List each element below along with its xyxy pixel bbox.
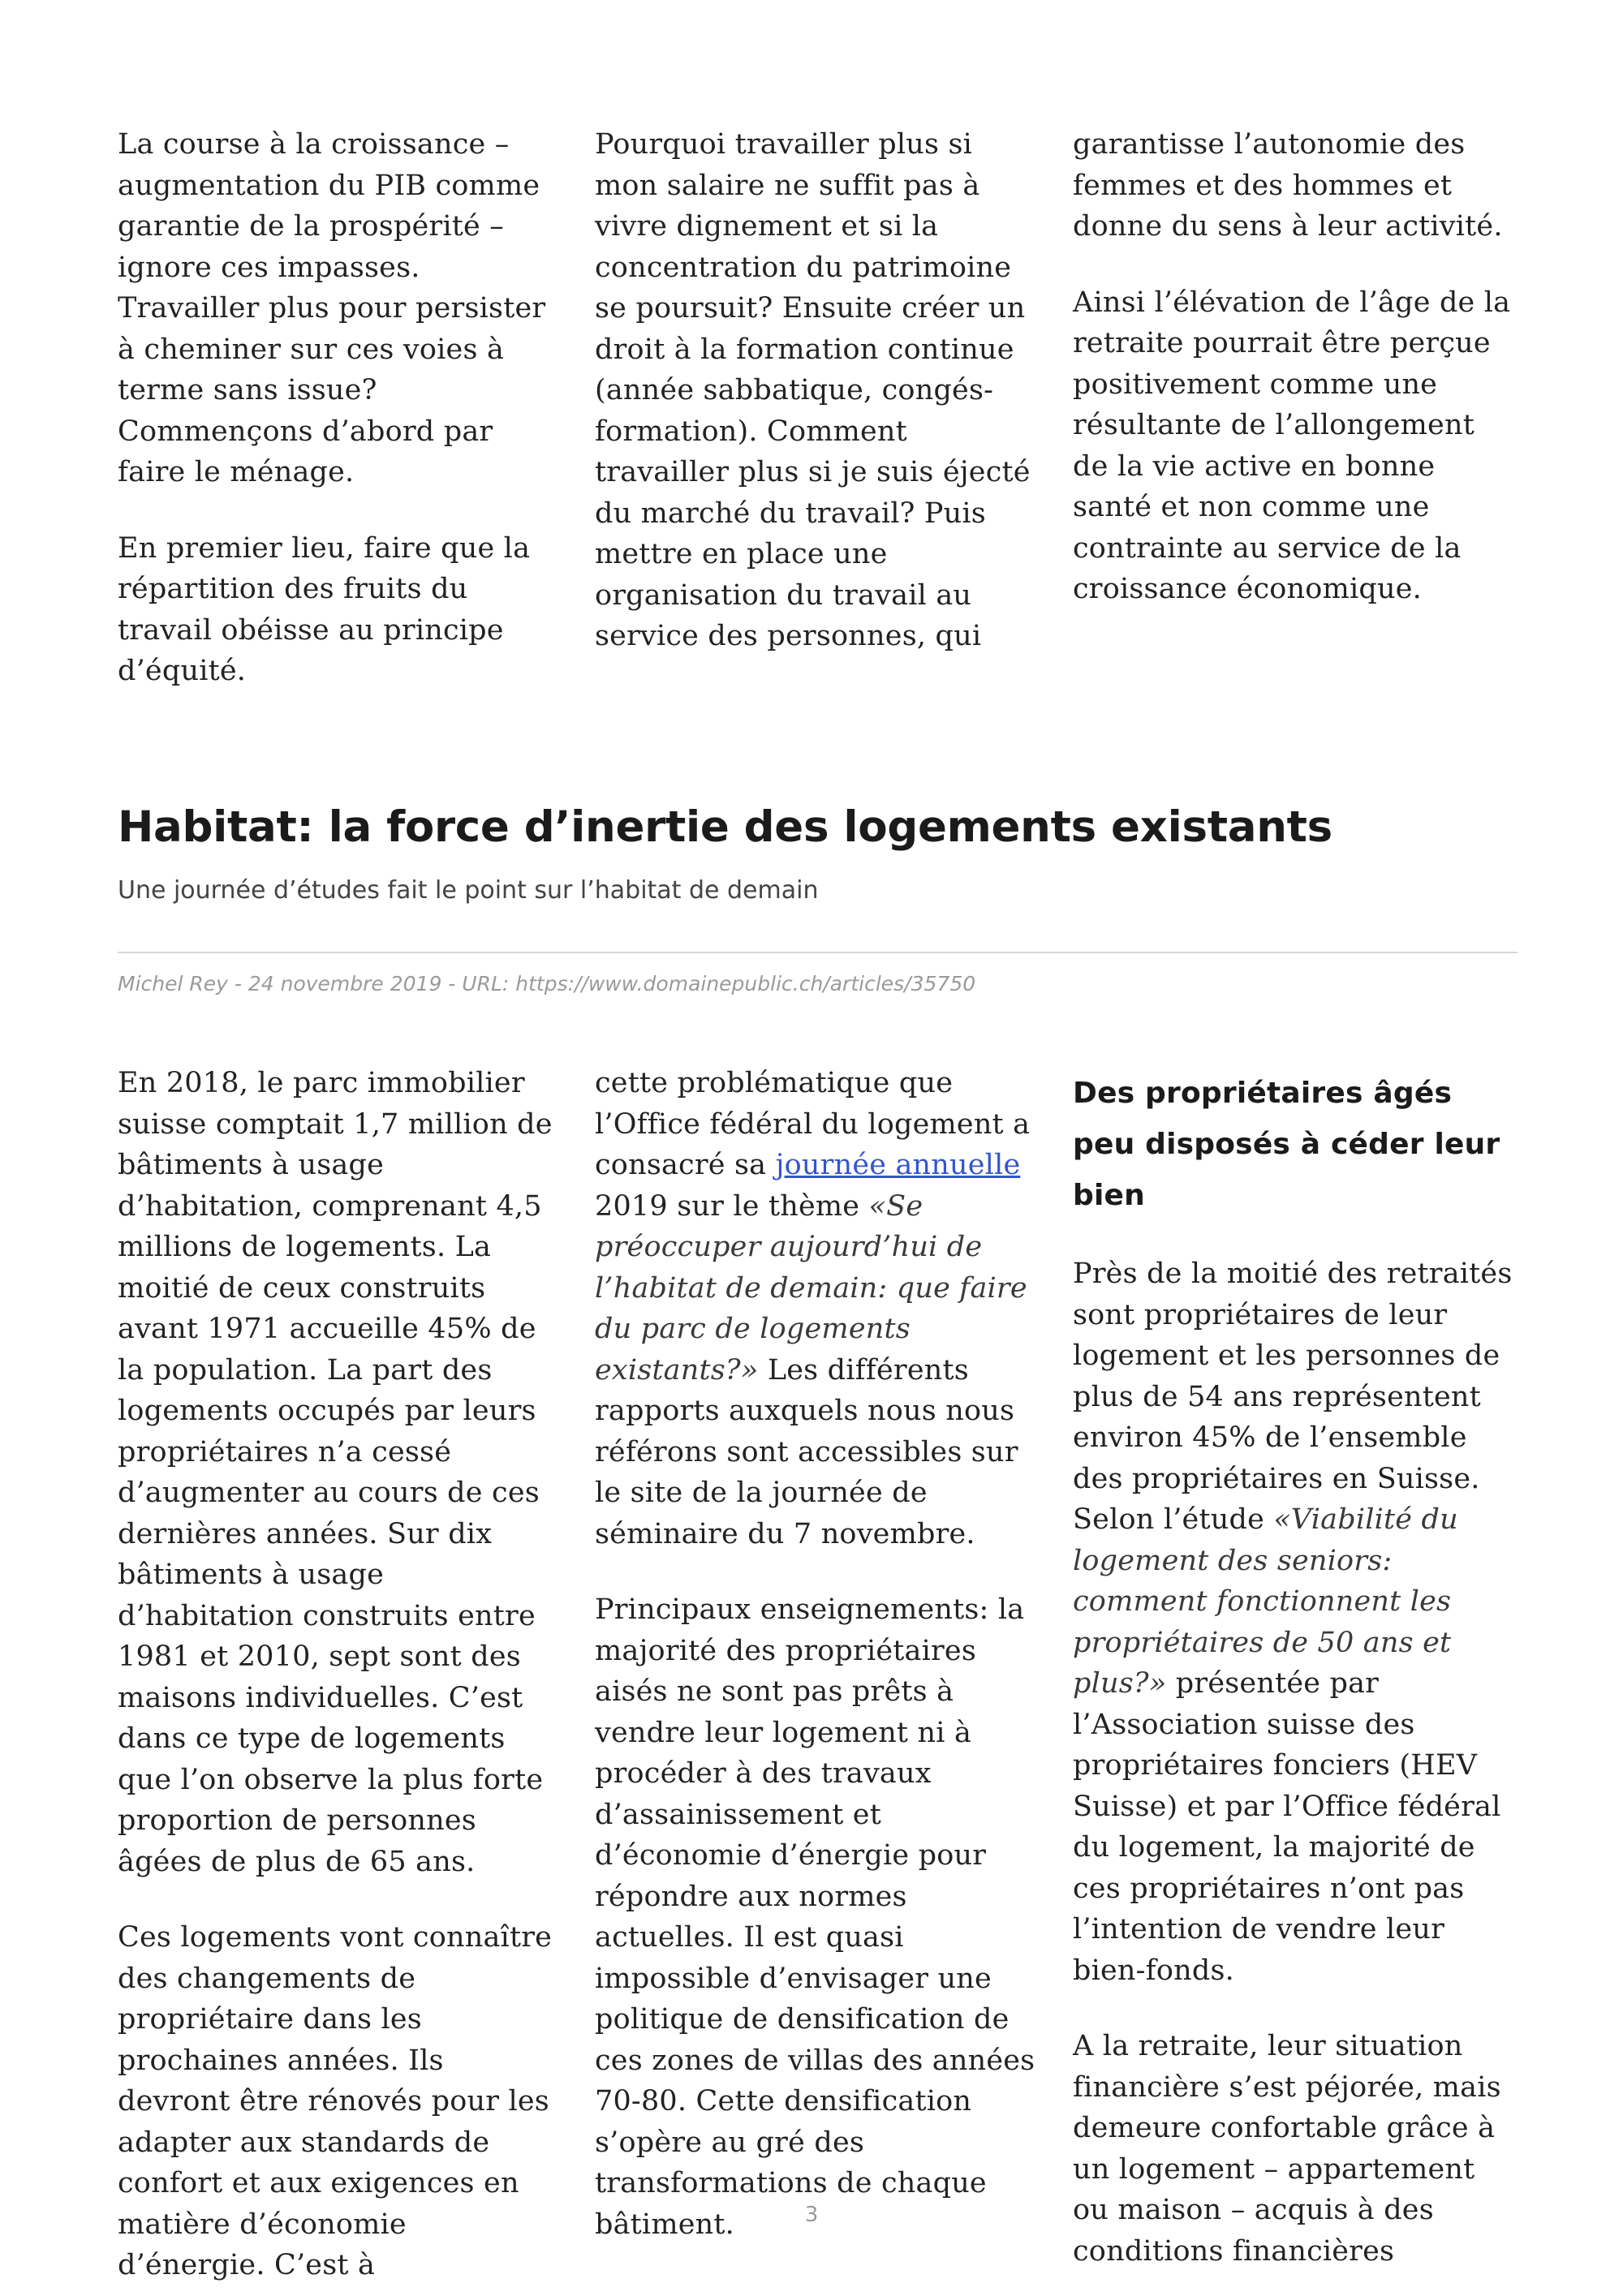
page-number: 3 <box>804 2203 819 2227</box>
article-title: Habitat: la force d’inertie des logements existants <box>118 802 1332 852</box>
article-column-3 <box>1073 1068 1515 2272</box>
paragraph: A la retraite, leur situation financière s’est péjorée, mais demeure confortable grâce à un logement – appartement ou maison – acquis à des conditions financières <box>1073 2030 1501 2268</box>
text-run: présentée par l’Association suisse des propriétaires fonciers (HEV Suisse) et par l’Office fédéral du logement, la majorité de ces propriétaires n’ont pas l’intention de vendre leur bien-fonds. <box>1073 1667 1501 1987</box>
paragraph: garantisse l’autonomie des femmes et des hommes et donne du sens à leur activité. <box>1073 128 1503 243</box>
paragraph <box>595 1063 1037 1554</box>
paragraph: Ces logements vont connaître des changements de propriétaire dans les prochaines années. Ils devront être rénovés pour les adapter aux standards de confort et aux exigences en matière d’économie d’énergie. C’est à <box>118 1921 553 2281</box>
article-column-1 <box>118 1063 560 2286</box>
top-column-2 <box>595 124 1037 657</box>
paragraph: Ainsi l’élévation de l’âge de la retraite pourrait être perçue positivement comme une résultante de l’allongement de la vie active en bonne santé et non comme une contrainte au service de la croissance économique. <box>1073 286 1511 605</box>
section-subheading: Des propriétaires âgés peu disposés à céder leur bien <box>1073 1077 1500 1212</box>
paragraph: En premier lieu, faire que la répartition des fruits du travail obéisse au principe d’équité. <box>118 531 531 687</box>
text-run: 2019 sur le thème <box>595 1189 869 1223</box>
top-column-3 <box>1073 124 1515 610</box>
top-column-1 <box>118 124 560 692</box>
article-subtitle: Une journée d’études fait le point sur l’habitat de demain <box>118 876 819 905</box>
text-run: Près de la moitié des retraités sont propriétaires de leur logement et les personnes de plus de 54 ans représentent environ 45% de l’ensemble des propriétaires en Suisse. Selon l’étude <box>1073 1258 1513 1536</box>
text-run: Les différents rapports auxquels nous nous référons sont accessibles sur le site de la journée de séminaire du 7 novembre. <box>595 1353 1018 1550</box>
article-byline: Michel Rey - 24 novembre 2019 - URL: https://www.domainepublic.ch/articles/35750 <box>118 972 976 995</box>
divider <box>118 952 1518 953</box>
italic-quote: «Viabilité du logement des seniors: comment fonctionnent les propriétaires de 50 ans et plus?» <box>1073 1503 1458 1700</box>
italic-quote: «Se préoccuper aujourd’hui de l’habitat de demain: que faire du parc de logements existants?» <box>595 1189 1027 1387</box>
paragraph: La course à la croissance – augmentation du PIB comme garantie de la prospérité – ignore ces impasses. Travailler plus pour persister à cheminer sur ces voies à terme sans issue? Commençons d’abord par faire le ménage. <box>118 128 546 488</box>
article-column-2 <box>595 1063 1037 2245</box>
paragraph: Pourquoi travailler plus si mon salaire ne suffit pas à vivre dignement et si la concentration du patrimoine se poursuit? Ensuite créer un droit à la formation continue (année sabbatique, congés-formation). Comment travailler plus si je suis éjecté du marché du travail? Puis mettre en place une organisation du travail au service des personnes, qui <box>595 128 1031 652</box>
paragraph: En 2018, le parc immobilier suisse comptait 1,7 million de bâtiments à usage d’habitation, comprenant 4,5 millions de logements. La moitié de ceux construits avant 1971 accueille 45% de la population. La part des logements occupés par leurs propriétaires n’a cessé d’augmenter au cours de ces dernières années. Sur dix bâtiments à usage d’habitation construits entre 1981 et 2010, sept sont des maisons individuelles. C’est dans ce type de logements que l’on observe la plus forte proportion de personnes âgées de plus de 65 ans. <box>118 1067 553 1878</box>
journee-annuelle-link[interactable]: journée annuelle <box>775 1149 1021 1181</box>
paragraph: Principaux enseignements: la majorité des propriétaires aisés ne sont pas prêts à vendre leur logement ni à procéder à des travaux d’assainissement et d’économie d’énergie pour répondre aux normes actuelles. Il est quasi impossible d’envisager une politique de densification de ces zones de villas des années 70-80. Cette densification s’opère au gré des transformations de chaque bâtiment. <box>595 1593 1035 2241</box>
paragraph <box>1073 1253 1515 1991</box>
text-run: cette problématique que l’Office fédéral du logement a consacré sa <box>595 1067 1031 1181</box>
